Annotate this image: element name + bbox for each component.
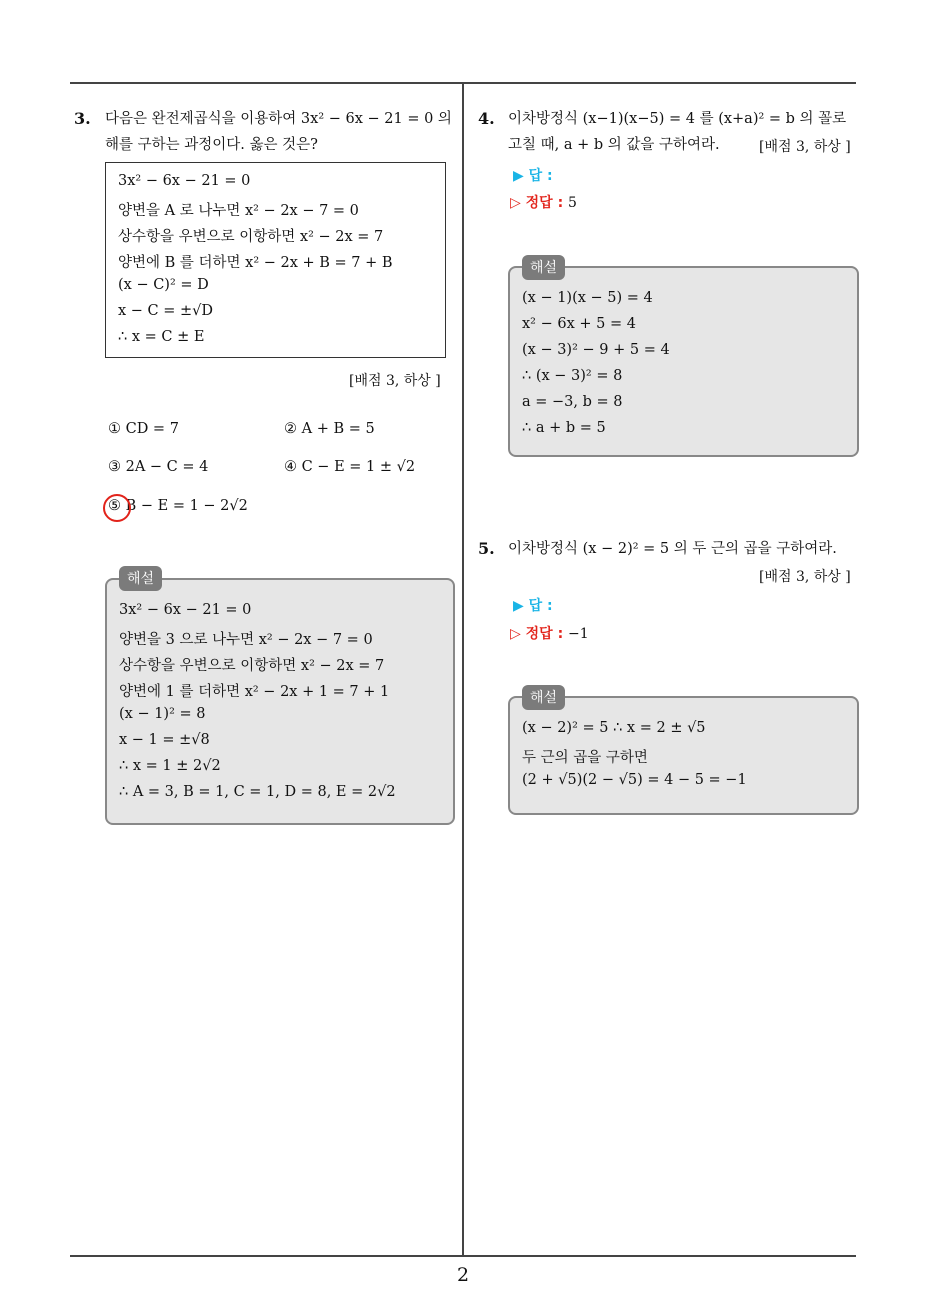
page-number: 2 <box>456 1264 470 1286</box>
question-3-text-line1: 다음은 완전제곱식을 이용하여 3x² − 6x − 21 = 0 의 <box>105 111 452 127</box>
process-line: 상수항을 우변으로 이항하면 x² − 2x = 7 <box>118 229 384 245</box>
question-4-score: [배점 3, 하상 ] <box>759 139 851 155</box>
solution-line: a = −3, b = 8 <box>522 394 623 410</box>
solution-line: (x − 1)² = 8 <box>119 706 206 722</box>
solution-line: 양변을 3 으로 나누면 x² − 2x − 7 = 0 <box>119 632 373 648</box>
process-line: 양변을 A 로 나누면 x² − 2x − 7 = 0 <box>118 203 359 219</box>
answer-input-label[interactable]: ▶ 답 : <box>513 168 553 184</box>
correct-answer-label: ▷ 정답 : <box>510 626 564 642</box>
solution-line: ∴ (x − 3)² = 8 <box>522 368 623 384</box>
process-line: (x − C)² = D <box>118 277 209 293</box>
choice-1[interactable]: ① CD = 7 <box>108 421 179 437</box>
question-4-text-line1: 이차방정식 (x−1)(x−5) = 4 를 (x+a)² = b 의 꼴로 <box>508 111 847 127</box>
solution-line: (x − 3)² − 9 + 5 = 4 <box>522 342 670 358</box>
bottom-rule <box>70 1255 856 1257</box>
solution-tag: 해설 <box>522 255 565 280</box>
correct-answer-value: 5 <box>568 195 577 211</box>
column-divider <box>462 83 464 1256</box>
solution-line: x² − 6x + 5 = 4 <box>522 316 636 332</box>
solution-line: ∴ a + b = 5 <box>522 420 606 436</box>
question-5-number: 5. <box>478 539 495 558</box>
answer-input-label[interactable]: ▶ 답 : <box>513 598 553 614</box>
question-5-solution-box <box>508 696 859 815</box>
solution-line: ∴ x = 1 ± 2√2 <box>119 758 221 774</box>
solution-line: (2 + √5)(2 − √5) = 4 − 5 = −1 <box>522 772 747 788</box>
answer-circle-mark <box>103 494 131 522</box>
question-3-number: 3. <box>74 109 91 128</box>
choice-4[interactable]: ④ C − E = 1 ± √2 <box>284 459 416 475</box>
choice-5[interactable]: ⑤ B − E = 1 − 2√2 <box>108 498 248 514</box>
question-4-number: 4. <box>478 109 495 128</box>
solution-line: 두 근의 곱을 구하면 <box>522 750 648 766</box>
solution-line: 양변에 1 를 더하면 x² − 2x + 1 = 7 + 1 <box>119 684 390 700</box>
solution-line: x − 1 = ±√8 <box>119 732 210 748</box>
question-3-process-box <box>105 162 446 358</box>
question-4-solution-box <box>508 266 859 457</box>
solution-line: 상수항을 우변으로 이항하면 x² − 2x = 7 <box>119 658 385 674</box>
question-4-text-line2: 고칠 때, a + b 의 값을 구하여라. <box>508 137 720 153</box>
correct-answer-label: ▷ 정답 : <box>510 195 564 211</box>
choice-2[interactable]: ② A + B = 5 <box>284 421 375 437</box>
process-line: ∴ x = C ± E <box>118 329 205 345</box>
question-3-solution-box <box>105 578 455 825</box>
correct-answer <box>510 192 577 212</box>
solution-line: 3x² − 6x − 21 = 0 <box>119 602 252 618</box>
process-line: 3x² − 6x − 21 = 0 <box>118 173 251 189</box>
correct-answer-value: −1 <box>568 626 589 642</box>
process-line: x − C = ±√D <box>118 303 214 319</box>
solution-line: ∴ A = 3, B = 1, C = 1, D = 8, E = 2√2 <box>119 784 396 800</box>
choice-3[interactable]: ③ 2A − C = 4 <box>108 459 209 475</box>
question-3-text-line2: 해를 구하는 과정이다. 옳은 것은? <box>105 137 318 153</box>
solution-line: (x − 1)(x − 5) = 4 <box>522 290 653 306</box>
solution-tag: 해설 <box>119 566 162 591</box>
question-3-score: [배점 3, 하상 ] <box>349 373 441 389</box>
solution-line: (x − 2)² = 5 ∴ x = 2 ± √5 <box>522 720 706 736</box>
question-5-score: [배점 3, 하상 ] <box>759 569 851 585</box>
question-5-text-line1: 이차방정식 (x − 2)² = 5 의 두 근의 곱을 구하여라. <box>508 541 837 557</box>
correct-answer <box>510 623 589 643</box>
solution-tag: 해설 <box>522 685 565 710</box>
process-line: 양변에 B 를 더하면 x² − 2x + B = 7 + B <box>118 255 393 271</box>
